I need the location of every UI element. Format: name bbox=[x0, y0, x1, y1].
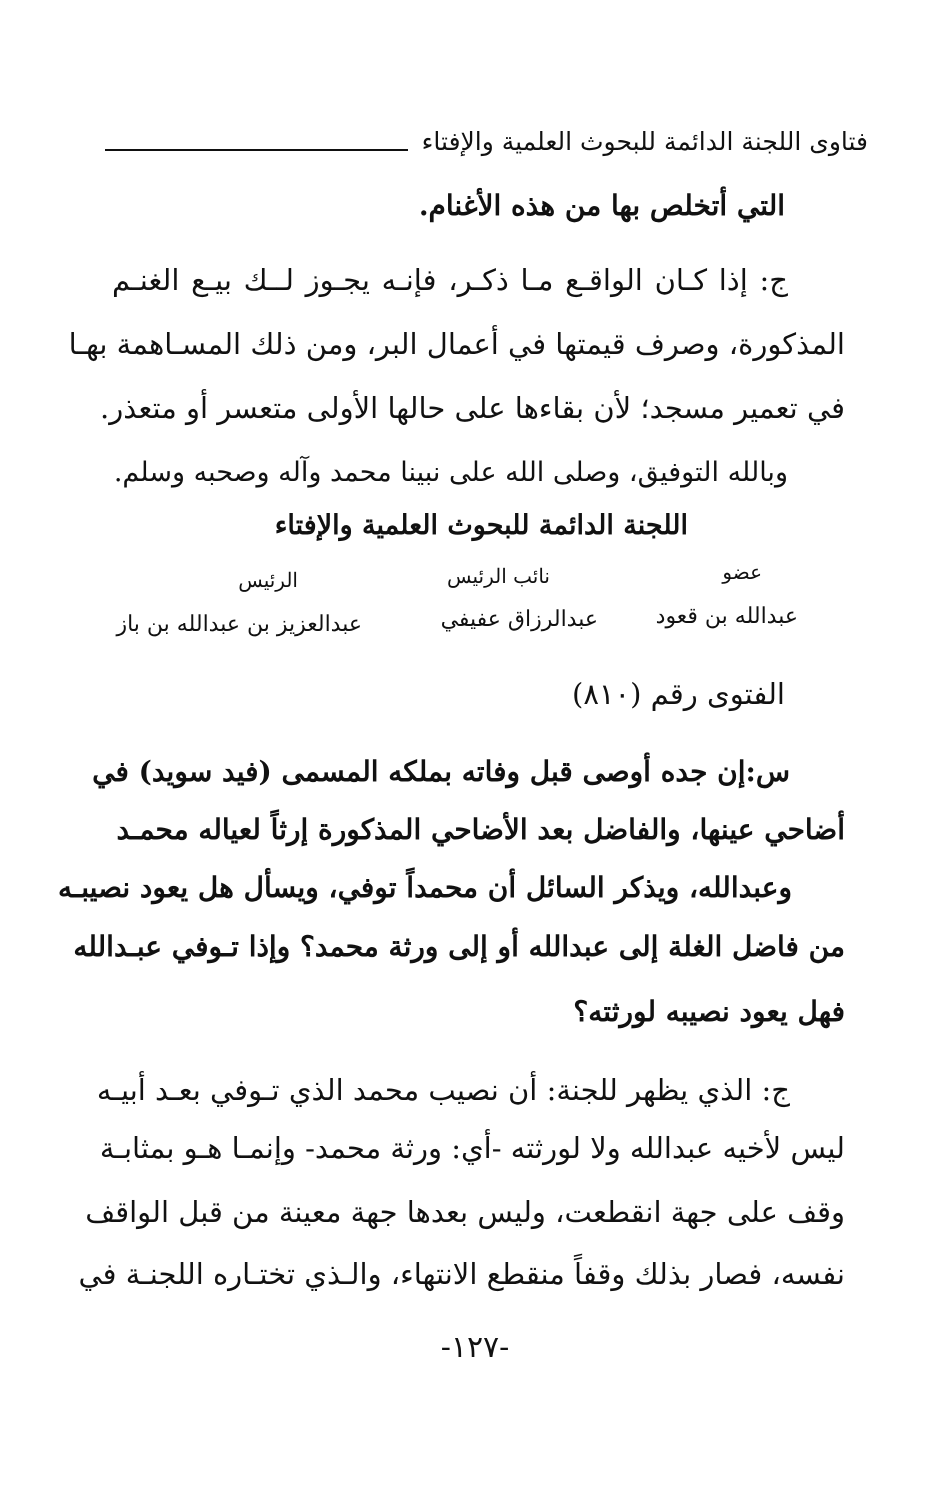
question-line-4: من فاضل الغلة إلى عبدالله أو إلى ورثة محمد؟ وإذا تـوفي عبـدالله bbox=[73, 930, 845, 963]
answer-line-3: في تعمير مسجد؛ لأن بقاءها على حالها الأولى متعسر أو متعذر. bbox=[100, 391, 845, 425]
page-number: -١٢٧- bbox=[440, 1330, 510, 1365]
member-name: عبدالله بن قعود bbox=[655, 604, 798, 629]
chair-name: عبدالعزيز بن عبدالله بن باز bbox=[116, 612, 362, 637]
running-header-title: فتاوى اللجنة الدائمة للبحوث العلمية والإفتاء bbox=[421, 127, 868, 156]
question-line-5: فهل يعود نصيبه لورثته؟ bbox=[573, 995, 845, 1028]
closing-line: وبالله التوفيق، وصلى الله على نبينا محمد وآله وصحبه وسلم. bbox=[113, 457, 788, 488]
deputy-label: نائب الرئيس bbox=[446, 564, 550, 588]
answer-line-2: المذكورة، وصرف قيمتها في أعمال البر، ومن ذلك المسـاهمة بهـا bbox=[68, 327, 845, 361]
body-line-1: التي أتخلص بها من هذه الأغنام. bbox=[418, 189, 785, 222]
question-line-1: س:إن جده أوصى قبل وفاته بملكه المسمى (فيد سويد) في bbox=[92, 755, 790, 788]
running-header bbox=[105, 108, 868, 156]
deputy-name: عبدالرزاق عفيفي bbox=[440, 607, 598, 632]
question-line-3: وعبدالله، ويذكر السائل أن محمداً توفي، ويسأل هل يعود نصيبـه bbox=[57, 871, 792, 904]
member-label: عضو bbox=[722, 560, 762, 584]
fatwa-number: الفتوى رقم (٨١٠) bbox=[572, 677, 785, 711]
fatwa-answer-line-4: نفسه، فصار بذلك وقفاً منقطع الانتهاء، والـذي تختـاره اللجنـة في bbox=[78, 1257, 845, 1291]
fatwa-answer-line-3: وقف على جهة انقطعت، وليس بعدها جهة معينة من قبل الواقف bbox=[85, 1195, 845, 1229]
answer-line-1: ج: إذا كـان الواقـع مـا ذكـر، فإنـه يجـوز لــك بيـع الغنـم bbox=[112, 263, 788, 297]
header-rule bbox=[105, 149, 408, 151]
question-line-2: أضاحي عينها، والفاضل بعد الأضاحي المذكورة إرثاً لعياله محمـد bbox=[116, 813, 845, 846]
fatwa-answer-line-2: ليس لأخيه عبدالله ولا لورثته -أي: ورثة محمد- وإنمـا هـو بمثابـة bbox=[99, 1131, 845, 1165]
committee-name: اللجنة الدائمة للبحوث العلمية والإفتاء bbox=[274, 510, 688, 541]
chair-label: الرئيس bbox=[238, 568, 298, 592]
fatwa-answer-line-1: ج: الذي يظهر للجنة: أن نصيب محمد الذي تـوفي بعـد أبيـه bbox=[96, 1073, 790, 1107]
